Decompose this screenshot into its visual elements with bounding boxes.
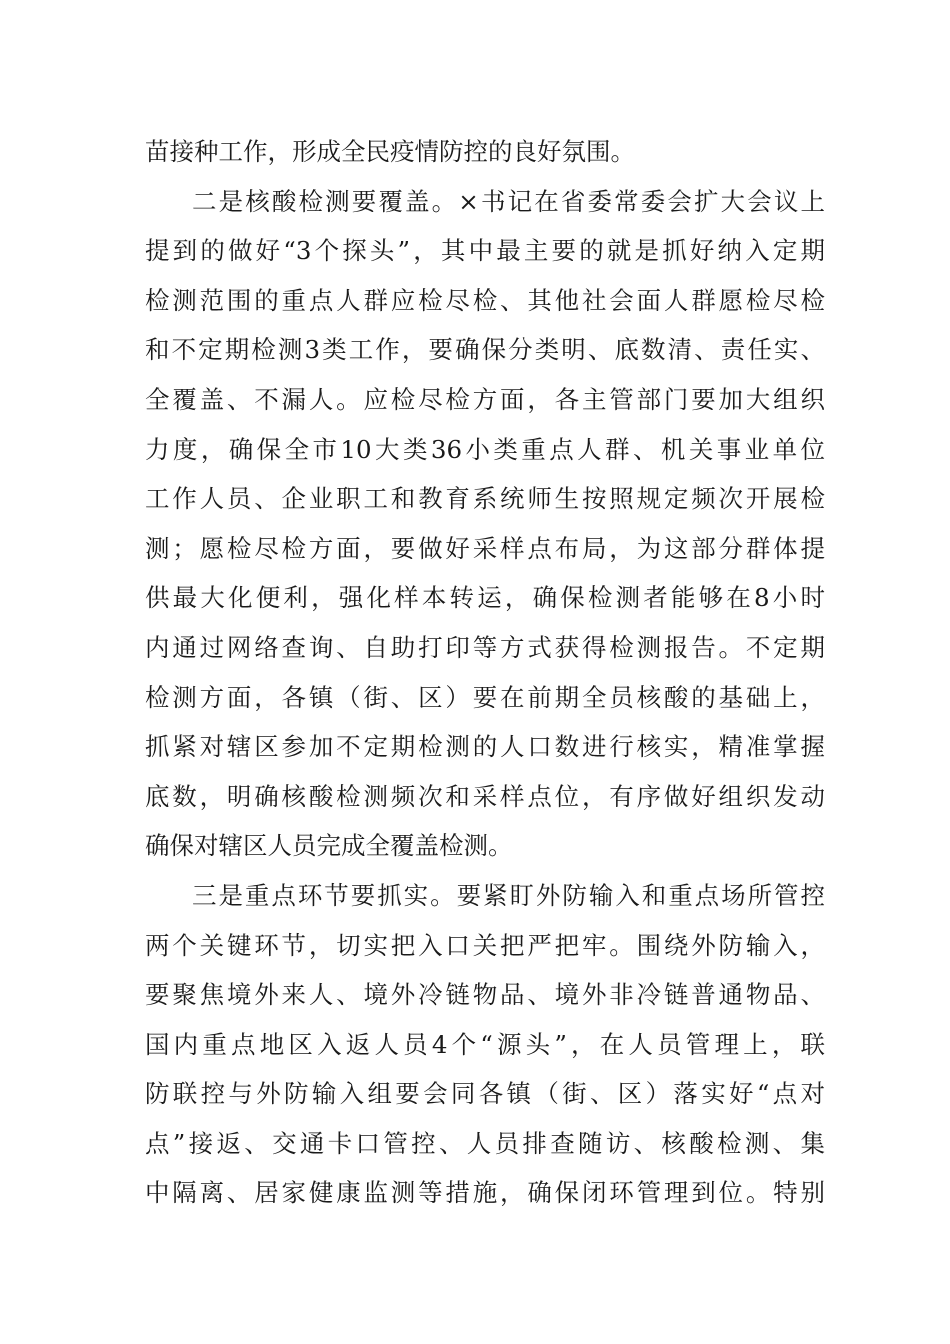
text-line: 抓紧对辖区参加不定期检测的人口数进行核实，精准掌握 xyxy=(145,732,825,762)
text-line: 检测范围的重点人群应检尽检、其他社会面人群愿检尽检 xyxy=(145,285,825,315)
body-text xyxy=(145,127,825,1218)
text-line: 防联控与外防输入组要会同各镇（街、区）落实好“点对 xyxy=(145,1079,825,1109)
text-line: 内通过网络查询、自助打印等方式获得检测报告。不定期 xyxy=(145,632,825,662)
text-line: 和不定期检测3类工作，要确保分类明、底数清、责任实、 xyxy=(145,335,825,365)
text-line: 要聚焦境外来人、境外冷链物品、境外非冷链普通物品、 xyxy=(145,980,825,1010)
text-line: 全覆盖、不漏人。应检尽检方面，各主管部门要加大组织 xyxy=(145,384,825,414)
text-line: 检测方面，各镇（街、区）要在前期全员核酸的基础上， xyxy=(145,682,825,712)
text-line: 底数，明确核酸检测频次和采样点位，有序做好组织发动 xyxy=(145,781,825,811)
text-line: 苗接种工作，形成全民疫情防控的良好氛围。 xyxy=(145,137,635,166)
text-line: 提到的做好“3个探头”，其中最主要的就是抓好纳入定期 xyxy=(145,236,825,266)
text-line: 确保对辖区人员完成全覆盖检测。 xyxy=(145,831,513,861)
text-line: 测；愿检尽检方面，要做好采样点布局，为这部分群体提 xyxy=(145,533,825,563)
text-line: 供最大化便利，强化样本转运，确保检测者能够在8小时 xyxy=(145,583,825,613)
text-line: 国内重点地区入返人员4个“源头”，在人员管理上，联 xyxy=(145,1029,825,1059)
text-line: 两个关键环节，切实把入口关把严把牢。围绕外防输入， xyxy=(145,930,825,960)
text-line: 点”接返、交通卡口管控、人员排查随访、核酸检测、集 xyxy=(145,1128,825,1158)
paragraph-heading-line: 三是重点环节要抓实。要紧盯外防输入和重点场所管控 xyxy=(192,880,825,910)
text-line: 力度，确保全市10大类36小类重点人群、机关事业单位 xyxy=(145,434,825,464)
paragraph-heading-line: 二是核酸检测要覆盖。×书记在省委常委会扩大会议上 xyxy=(192,186,825,216)
text-line: 中隔离、居家健康监测等措施，确保闭环管理到位。特别 xyxy=(145,1178,825,1208)
text-line: 工作人员、企业职工和教育系统师生按照规定频次开展检 xyxy=(145,484,825,514)
